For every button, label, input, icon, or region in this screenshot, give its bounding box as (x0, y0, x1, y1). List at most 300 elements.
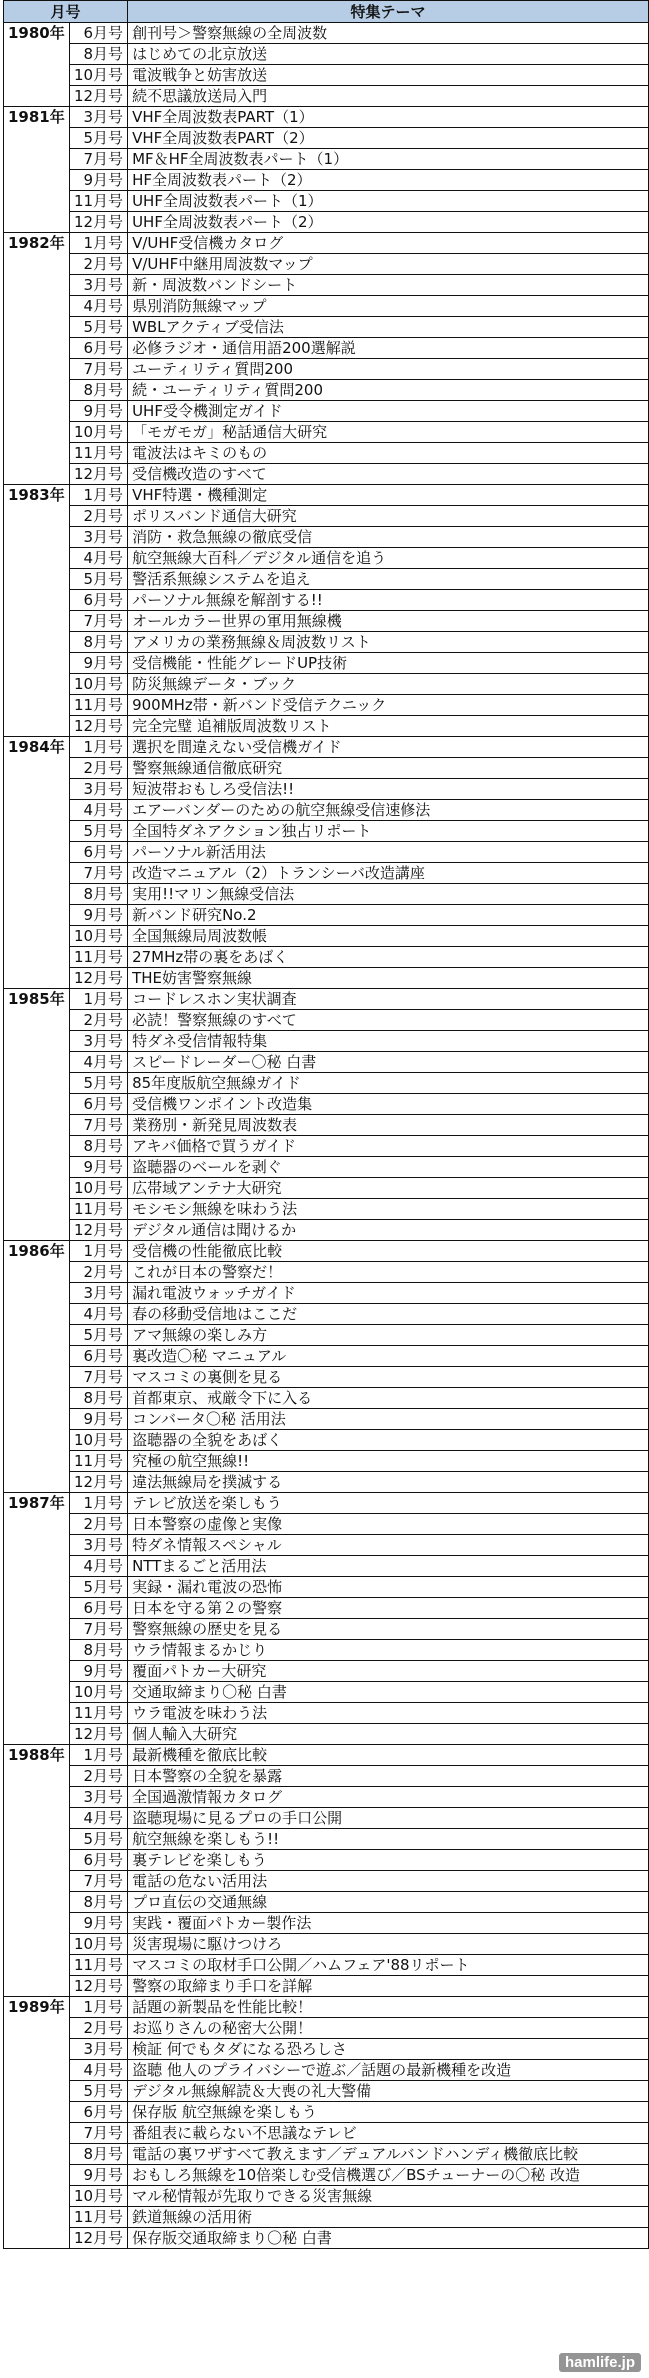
month-cell: 12月号 (69, 1220, 127, 1241)
theme-cell: 話題の新製品を性能比較！ (128, 1997, 649, 2018)
table-row (4, 548, 649, 569)
theme-cell: おもしろ無線を10倍楽しむ受信機選び／BSチューナーの〇秘 改造 (128, 2165, 649, 2186)
table-row (4, 926, 649, 947)
theme-cell: 首都東京、戒厳令下に入る (128, 1388, 649, 1409)
theme-cell: コードレスホン実状調査 (128, 989, 649, 1010)
month-cell: 11月号 (69, 191, 127, 212)
table-row (4, 149, 649, 170)
month-cell: 3月号 (69, 2039, 127, 2060)
table-row (4, 2228, 649, 2249)
table-row (4, 1157, 649, 1178)
month-cell: 2月号 (69, 506, 127, 527)
table-row (4, 1220, 649, 1241)
table-row (4, 1682, 649, 1703)
table-row (4, 1745, 649, 1766)
month-cell: 3月号 (69, 1787, 127, 1808)
theme-cell: 続不思議放送局入門 (128, 86, 649, 107)
table-row (4, 527, 649, 548)
theme-cell: 受信機改造のすべて (128, 464, 649, 485)
month-cell: 11月号 (69, 443, 127, 464)
table-row (4, 1976, 649, 1997)
theme-cell: 完全完璧 追補版周波数リスト (128, 716, 649, 737)
theme-cell: ウラ情報まるかじり (128, 1640, 649, 1661)
table-row (4, 1892, 649, 1913)
theme-cell: 覆面パトカー大研究 (128, 1661, 649, 1682)
month-cell: 3月号 (69, 275, 127, 296)
month-cell: 12月号 (69, 1976, 127, 1997)
month-cell: 4月号 (69, 1808, 127, 1829)
theme-cell: 盗聴器の全貌をあばく (128, 1430, 649, 1451)
month-cell: 2月号 (69, 1514, 127, 1535)
table-row (4, 128, 649, 149)
theme-cell: V/UHF中継用周波数マップ (128, 254, 649, 275)
month-cell: 3月号 (69, 1535, 127, 1556)
theme-cell: 新バンド研究No.2 (128, 905, 649, 926)
table-row (4, 485, 649, 506)
month-cell: 5月号 (69, 1073, 127, 1094)
month-cell: 11月号 (69, 1703, 127, 1724)
table-row (4, 1409, 649, 1430)
table-row (4, 1241, 649, 1262)
table-row (4, 2144, 649, 2165)
table-row (4, 338, 649, 359)
month-cell: 4月号 (69, 1556, 127, 1577)
month-cell: 5月号 (69, 569, 127, 590)
table-row (4, 2186, 649, 2207)
theme-cell: お巡りさんの秘密大公開！ (128, 2018, 649, 2039)
table-row (4, 2123, 649, 2144)
table-row (4, 1514, 649, 1535)
table-row (4, 2060, 649, 2081)
month-cell: 7月号 (69, 359, 127, 380)
month-cell: 4月号 (69, 1304, 127, 1325)
theme-cell: VHF全周波数表PART（1） (128, 107, 649, 128)
year-cell: 1988年 (4, 1745, 70, 1997)
month-cell: 1月号 (69, 737, 127, 758)
month-cell: 6月号 (69, 842, 127, 863)
month-cell: 4月号 (69, 1052, 127, 1073)
table-row (4, 1955, 649, 1976)
table-row (4, 1850, 649, 1871)
month-cell: 10月号 (69, 2186, 127, 2207)
month-cell: 1月号 (69, 1241, 127, 1262)
month-cell: 3月号 (69, 1031, 127, 1052)
site-watermark: hamlife.jp (559, 2353, 641, 2372)
month-cell: 2月号 (69, 1262, 127, 1283)
theme-cell: 業務別・新発見周波数表 (128, 1115, 649, 1136)
month-cell: 5月号 (69, 1829, 127, 1850)
table-row (4, 884, 649, 905)
table-row (4, 254, 649, 275)
theme-cell: 実録・漏れ電波の恐怖 (128, 1577, 649, 1598)
theme-cell: MF＆HF全周波数表パート（1） (128, 149, 649, 170)
table-row (4, 968, 649, 989)
month-cell: 2月号 (69, 254, 127, 275)
table-row (4, 947, 649, 968)
table-row (4, 1829, 649, 1850)
month-cell: 3月号 (69, 527, 127, 548)
table-row (4, 1493, 649, 1514)
table-row (4, 170, 649, 191)
month-cell: 11月号 (69, 1199, 127, 1220)
table-row (4, 1661, 649, 1682)
theme-cell: 春の移動受信地はここだ (128, 1304, 649, 1325)
theme-cell: プロ直伝の交通無線 (128, 1892, 649, 1913)
table-row (4, 1304, 649, 1325)
table-row (4, 1577, 649, 1598)
table-row (4, 569, 649, 590)
theme-cell: NTTまるごと活用法 (128, 1556, 649, 1577)
theme-cell: 県別消防無線マップ (128, 296, 649, 317)
month-cell: 9月号 (69, 401, 127, 422)
year-cell: 1983年 (4, 485, 70, 737)
month-cell: 10月号 (69, 674, 127, 695)
theme-cell: マスコミの取材手口公開／ハムフェア'88リポート (128, 1955, 649, 1976)
month-cell: 8月号 (69, 1892, 127, 1913)
month-cell: 7月号 (69, 1115, 127, 1136)
month-cell: 8月号 (69, 2144, 127, 2165)
theme-cell: 警察無線の歴史を見る (128, 1619, 649, 1640)
table-header (4, 1, 649, 23)
month-cell: 10月号 (69, 1430, 127, 1451)
table-row (4, 989, 649, 1010)
table-row (4, 275, 649, 296)
year-cell: 1981年 (4, 107, 70, 233)
month-cell: 10月号 (69, 422, 127, 443)
theme-cell: パーソナル新活用法 (128, 842, 649, 863)
theme-cell: THE妨害警察無線 (128, 968, 649, 989)
theme-cell: 災害現場に駆けつけろ (128, 1934, 649, 1955)
year-cell: 1982年 (4, 233, 70, 485)
theme-cell: 究極の航空無線!! (128, 1451, 649, 1472)
table-row (4, 191, 649, 212)
theme-cell: V/UHF受信機カタログ (128, 233, 649, 254)
table-row (4, 443, 649, 464)
theme-cell: 900MHz帯・新バンド受信テクニック (128, 695, 649, 716)
theme-cell: 裏改造〇秘 マニュアル (128, 1346, 649, 1367)
month-cell: 9月号 (69, 1913, 127, 1934)
table-row (4, 380, 649, 401)
month-cell: 12月号 (69, 2228, 127, 2249)
table-row (4, 1094, 649, 1115)
table-row (4, 1535, 649, 1556)
month-cell: 7月号 (69, 149, 127, 170)
theme-cell: 必読！警察無線のすべて (128, 1010, 649, 1031)
theme-cell: これが日本の警察だ！ (128, 1262, 649, 1283)
month-cell: 2月号 (69, 1766, 127, 1787)
month-cell: 7月号 (69, 1619, 127, 1640)
theme-cell: モシモシ無線を味わう法 (128, 1199, 649, 1220)
theme-cell: アメリカの業務無線＆周波数リスト (128, 632, 649, 653)
table-row (4, 1871, 649, 1892)
month-cell: 9月号 (69, 1661, 127, 1682)
month-cell: 3月号 (69, 779, 127, 800)
month-cell: 7月号 (69, 1367, 127, 1388)
month-cell: 8月号 (69, 380, 127, 401)
theme-cell: 85年度版航空無線ガイド (128, 1073, 649, 1094)
table-body (4, 23, 649, 2249)
table-row (4, 1388, 649, 1409)
theme-cell: オールカラー世界の軍用無線機 (128, 611, 649, 632)
issue-table (3, 0, 649, 2249)
theme-cell: 違法無線局を撲滅する (128, 1472, 649, 1493)
table-row (4, 2165, 649, 2186)
table-row (4, 842, 649, 863)
theme-cell: VHF特選・機種測定 (128, 485, 649, 506)
month-cell: 12月号 (69, 86, 127, 107)
theme-cell: 番組表に載らない不思議なテレビ (128, 2123, 649, 2144)
table-row (4, 2039, 649, 2060)
theme-cell: 漏れ電波ウォッチガイド (128, 1283, 649, 1304)
month-cell: 8月号 (69, 1640, 127, 1661)
month-cell: 3月号 (69, 1283, 127, 1304)
year-cell: 1980年 (4, 23, 70, 107)
month-cell: 5月号 (69, 2081, 127, 2102)
table-row (4, 1808, 649, 1829)
table-row (4, 2102, 649, 2123)
table-row (4, 1262, 649, 1283)
month-cell: 4月号 (69, 296, 127, 317)
theme-cell: 航空無線大百科／デジタル通信を追う (128, 548, 649, 569)
theme-cell: 航空無線を楽しもう!! (128, 1829, 649, 1850)
month-cell: 6月号 (69, 1094, 127, 1115)
table-row (4, 674, 649, 695)
month-cell: 12月号 (69, 1724, 127, 1745)
month-cell: 11月号 (69, 947, 127, 968)
table-row (4, 1451, 649, 1472)
theme-cell: 保存版 航空無線を楽しもう (128, 2102, 649, 2123)
table-row (4, 695, 649, 716)
theme-cell: HF全周波数表パート（2） (128, 170, 649, 191)
month-cell: 6月号 (69, 590, 127, 611)
month-cell: 9月号 (69, 1157, 127, 1178)
table-row (4, 1430, 649, 1451)
theme-cell: アキバ価格で買うガイド (128, 1136, 649, 1157)
theme-cell: 実践・覆面パトカー製作法 (128, 1913, 649, 1934)
theme-cell: 日本警察の全貌を暴露 (128, 1766, 649, 1787)
table-row (4, 632, 649, 653)
month-cell: 12月号 (69, 464, 127, 485)
table-row (4, 863, 649, 884)
theme-cell: 検証 何でもタダになる恐ろしさ (128, 2039, 649, 2060)
theme-cell: 27MHz帯の裏をあばく (128, 947, 649, 968)
theme-cell: 電話の裏ワザすべて教えます／デュアルバンドハンディ機徹底比較 (128, 2144, 649, 2165)
month-cell: 6月号 (69, 1598, 127, 1619)
table-row (4, 107, 649, 128)
table-row (4, 1283, 649, 1304)
month-cell: 7月号 (69, 1871, 127, 1892)
table-row (4, 779, 649, 800)
month-cell: 6月号 (69, 338, 127, 359)
theme-cell: VHF全周波数表PART（2） (128, 128, 649, 149)
month-cell: 10月号 (69, 65, 127, 86)
theme-cell: 警察の取締まり手口を詳解 (128, 1976, 649, 1997)
month-cell: 5月号 (69, 317, 127, 338)
table-row (4, 1073, 649, 1094)
month-cell: 11月号 (69, 695, 127, 716)
theme-cell: 警察無線通信徹底研究 (128, 758, 649, 779)
table-row (4, 1325, 649, 1346)
month-cell: 10月号 (69, 926, 127, 947)
month-cell: 8月号 (69, 884, 127, 905)
theme-cell: 選択を間違えない受信機ガイド (128, 737, 649, 758)
month-cell: 6月号 (69, 1850, 127, 1871)
month-cell: 8月号 (69, 1136, 127, 1157)
table-row (4, 65, 649, 86)
table-row (4, 1346, 649, 1367)
theme-cell: 盗聴 他人のプライバシーで遊ぶ／話題の最新機種を改造 (128, 2060, 649, 2081)
theme-cell: 保存版交通取締まり〇秘 白書 (128, 2228, 649, 2249)
theme-cell: アマ無線の楽しみ方 (128, 1325, 649, 1346)
theme-cell: テレビ放送を楽しもう (128, 1493, 649, 1514)
month-cell: 2月号 (69, 758, 127, 779)
theme-cell: エアーバンダーのための航空無線受信速修法 (128, 800, 649, 821)
theme-cell: 日本警察の虚像と実像 (128, 1514, 649, 1535)
table-row (4, 1913, 649, 1934)
theme-cell: 日本を守る第２の警察 (128, 1598, 649, 1619)
month-cell: 8月号 (69, 1388, 127, 1409)
month-cell: 4月号 (69, 2060, 127, 2081)
table-row (4, 1115, 649, 1136)
year-cell: 1985年 (4, 989, 70, 1241)
table-row (4, 716, 649, 737)
theme-cell: 全国無線局周波数帳 (128, 926, 649, 947)
table-row (4, 296, 649, 317)
theme-cell: スピードレーダー〇秘 白書 (128, 1052, 649, 1073)
table-row (4, 1640, 649, 1661)
month-cell: 12月号 (69, 1472, 127, 1493)
year-cell: 1989年 (4, 1997, 70, 2249)
theme-cell: ポリスバンド通信大研究 (128, 506, 649, 527)
table-row (4, 1724, 649, 1745)
month-cell: 10月号 (69, 1934, 127, 1955)
year-cell: 1984年 (4, 737, 70, 989)
theme-cell: マル秘情報が先取りできる災害無線 (128, 2186, 649, 2207)
table-row (4, 821, 649, 842)
table-row (4, 86, 649, 107)
month-cell: 4月号 (69, 548, 127, 569)
table-row (4, 1199, 649, 1220)
theme-cell: 特ダネ情報スペシャル (128, 1535, 649, 1556)
table-row (4, 1031, 649, 1052)
theme-cell: 裏テレビを楽しもう (128, 1850, 649, 1871)
theme-cell: 改造マニュアル（2）トランシーバ改造講座 (128, 863, 649, 884)
month-cell: 1月号 (69, 1745, 127, 1766)
theme-cell: 消防・救急無線の徹底受信 (128, 527, 649, 548)
table-row (4, 1766, 649, 1787)
month-cell: 1月号 (69, 989, 127, 1010)
table-row (4, 317, 649, 338)
table-row (4, 1556, 649, 1577)
month-cell: 9月号 (69, 653, 127, 674)
month-cell: 11月号 (69, 2207, 127, 2228)
month-cell: 2月号 (69, 1010, 127, 1031)
theme-cell: 受信機ワンポイント改造集 (128, 1094, 649, 1115)
month-cell: 1月号 (69, 1997, 127, 2018)
month-cell: 1月号 (69, 485, 127, 506)
month-cell: 6月号 (69, 23, 127, 44)
table-row (4, 23, 649, 44)
theme-cell: 新・周波数バンドシート (128, 275, 649, 296)
table-row (4, 1598, 649, 1619)
month-cell: 12月号 (69, 212, 127, 233)
table-row (4, 44, 649, 65)
table-row (4, 401, 649, 422)
table-row (4, 212, 649, 233)
table-row (4, 1703, 649, 1724)
header-month: 月号 (4, 1, 128, 23)
table-row (4, 1136, 649, 1157)
table-row (4, 758, 649, 779)
table-row (4, 1010, 649, 1031)
month-cell: 10月号 (69, 1682, 127, 1703)
table-row (4, 800, 649, 821)
theme-cell: パーソナル無線を解剖する!! (128, 590, 649, 611)
theme-cell: コンバータ〇秘 活用法 (128, 1409, 649, 1430)
month-cell: 9月号 (69, 905, 127, 926)
month-cell: 8月号 (69, 632, 127, 653)
theme-cell: WBLアクティブ受信法 (128, 317, 649, 338)
theme-cell: 短波帯おもしろ受信法!! (128, 779, 649, 800)
theme-cell: 全国特ダネアクション独占リポート (128, 821, 649, 842)
theme-cell: ユーティリティ質問200 (128, 359, 649, 380)
theme-cell: 防災無線データ・ブック (128, 674, 649, 695)
theme-cell: 特ダネ受信情報特集 (128, 1031, 649, 1052)
month-cell: 2月号 (69, 2018, 127, 2039)
table-row (4, 359, 649, 380)
table-row (4, 233, 649, 254)
month-cell: 7月号 (69, 611, 127, 632)
theme-cell: 盗聴器のベールを剥ぐ (128, 1157, 649, 1178)
table-row (4, 506, 649, 527)
theme-cell: 続・ユーティリティ質問200 (128, 380, 649, 401)
month-cell: 4月号 (69, 800, 127, 821)
month-cell: 10月号 (69, 1178, 127, 1199)
table-row (4, 2018, 649, 2039)
table-row (4, 653, 649, 674)
table-row (4, 1934, 649, 1955)
theme-cell: マスコミの裏側を見る (128, 1367, 649, 1388)
month-cell: 1月号 (69, 1493, 127, 1514)
theme-cell: 実用!!マリン無線受信法 (128, 884, 649, 905)
theme-cell: 電波戦争と妨害放送 (128, 65, 649, 86)
table-row (4, 1178, 649, 1199)
month-cell: 9月号 (69, 170, 127, 191)
month-cell: 6月号 (69, 1346, 127, 1367)
month-cell: 5月号 (69, 1325, 127, 1346)
table-row (4, 1472, 649, 1493)
month-cell: 5月号 (69, 821, 127, 842)
theme-cell: UHF受令機測定ガイド (128, 401, 649, 422)
month-cell: 1月号 (69, 233, 127, 254)
theme-cell: 創刊号＞警察無線の全周波数 (128, 23, 649, 44)
theme-cell: 「モガモガ」秘話通信大研究 (128, 422, 649, 443)
month-cell: 6月号 (69, 2102, 127, 2123)
month-cell: 12月号 (69, 968, 127, 989)
theme-cell: 受信機能・性能グレードUP技術 (128, 653, 649, 674)
month-cell: 12月号 (69, 716, 127, 737)
theme-cell: 最新機種を徹底比較 (128, 1745, 649, 1766)
theme-cell: 電波法はキミのもの (128, 443, 649, 464)
month-cell: 3月号 (69, 107, 127, 128)
theme-cell: 全国過激情報カタログ (128, 1787, 649, 1808)
theme-cell: UHF全周波数表パート（2） (128, 212, 649, 233)
table-row (4, 422, 649, 443)
month-cell: 11月号 (69, 1451, 127, 1472)
header-theme: 特集テーマ (128, 1, 649, 23)
table-row (4, 1997, 649, 2018)
theme-cell: デジタル無線解読＆大喪の礼大警備 (128, 2081, 649, 2102)
